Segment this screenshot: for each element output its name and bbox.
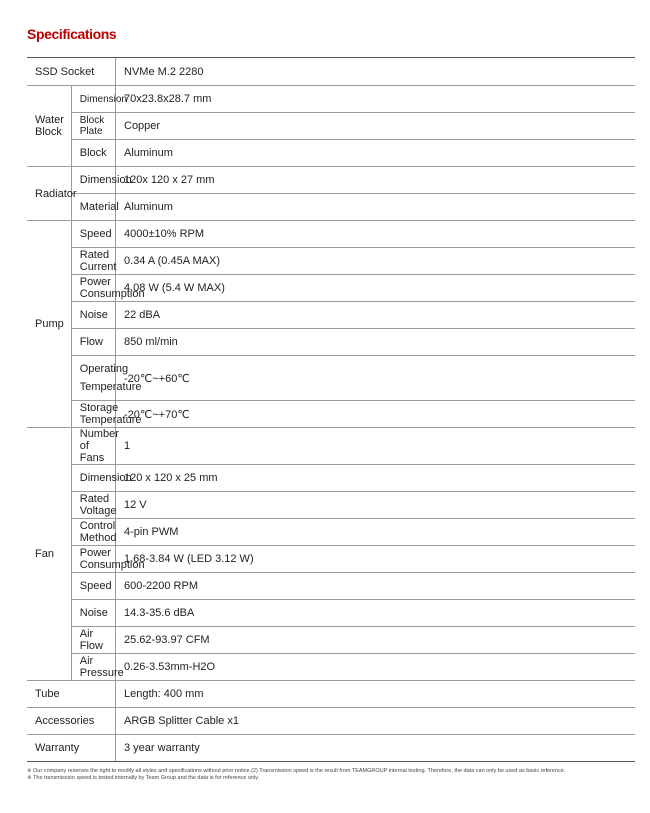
table-row [27, 573, 635, 600]
value-pump-noise: 22 dBA [116, 302, 636, 329]
value-water-block-dimension: 70x23.8x28.7 mm [116, 86, 636, 113]
table-row [27, 329, 635, 356]
table-row [27, 58, 635, 86]
value-number-of-fans: 1 [116, 428, 636, 465]
table-row [27, 492, 635, 519]
label-rated-current: Rated Current [71, 248, 115, 275]
label-fan-noise: Noise [71, 600, 115, 627]
table-row [27, 302, 635, 329]
value-block: Aluminum [116, 140, 636, 167]
label-operating-temperature-line1: Operating [79, 363, 129, 375]
table-row [27, 428, 635, 465]
value-radiator-dimension: 120x 120 x 27 mm [116, 167, 636, 194]
label-block-plate: Block Plate [71, 113, 115, 140]
value-pump-speed: 4000±10% RPM [116, 221, 636, 248]
value-accessories: ARGB Splitter Cable x1 [116, 708, 636, 735]
value-operating-temperature: -20℃~+60℃ [116, 356, 636, 401]
label-pump-speed: Speed [71, 221, 115, 248]
table-row [27, 221, 635, 248]
table-row [27, 86, 635, 113]
value-pump-power-consumption: 4.08 W (5.4 W MAX) [116, 275, 636, 302]
group-label-fan: Fan [27, 428, 71, 681]
footnote: ※ The transmission speed is tested internally by Team Group and the data is for reference only. [27, 775, 260, 781]
table-row [27, 681, 635, 708]
value-storage-temperature: -20℃~+70℃ [116, 401, 636, 428]
value-fan-power-consumption: 1.68-3.84 W (LED 3.12 W) [116, 546, 636, 573]
row-label-warranty: Warranty [27, 735, 116, 762]
label-operating-temperature-line2: Temperature [79, 381, 142, 393]
value-fan-noise: 14.3-35.6 dBA [116, 600, 636, 627]
label-air-pressure: Air Pressure [71, 654, 115, 681]
table-row [27, 465, 635, 492]
footnote: ※ Our company reserves the right to modify all styles and specifications without prior notice.(2) Transmission speed is the result from TEAMGROUP internal testing. Therefore, the data can only be used as basic reference. [27, 768, 566, 774]
specifications-table [27, 57, 635, 762]
value-air-flow: 25.62-93.97 CFM [116, 627, 636, 654]
value-control-method: 4-pin PWM [116, 519, 636, 546]
label-control-method: Control Method [71, 519, 115, 546]
value-fan-speed: 600-2200 RPM [116, 573, 636, 600]
row-label-ssd-socket: SSD Socket [27, 58, 116, 86]
value-tube: Length: 400 mm [116, 681, 636, 708]
table-row [27, 600, 635, 627]
table-row [27, 519, 635, 546]
table-row [27, 113, 635, 140]
label-flow: Flow [71, 329, 115, 356]
table-row [27, 140, 635, 167]
label-fan-speed: Speed [71, 573, 115, 600]
label-rated-voltage: Rated Voltage [71, 492, 115, 519]
value-block-plate: Copper [116, 113, 636, 140]
table-row [27, 167, 635, 194]
value-radiator-material: Aluminum [116, 194, 636, 221]
table-row [27, 627, 635, 654]
label-fan-power-consumption: Power Consumption [71, 546, 115, 573]
label-air-flow: Air Flow [71, 627, 115, 654]
value-warranty: 3 year warranty [116, 735, 636, 762]
group-label-water-block: Water Block [27, 86, 71, 167]
label-operating-temperature [71, 356, 142, 401]
label-storage-temperature: Storage Temperature [71, 401, 115, 428]
label-radiator-dimension: Dimension [71, 167, 115, 194]
label-fan-dimension: Dimension [71, 465, 115, 492]
table-row [27, 248, 635, 275]
table-row [27, 401, 635, 428]
value-ssd-socket: NVMe M.2 2280 [116, 58, 636, 86]
page-title: Specifications [27, 26, 117, 42]
footnotes [27, 768, 627, 782]
label-water-block-dimension: Dimension [71, 86, 115, 113]
table-row [27, 708, 635, 735]
group-label-radiator: Radiator [27, 167, 71, 221]
label-radiator-material: Material [71, 194, 115, 221]
value-rated-current: 0.34 A (0.45A MAX) [116, 248, 636, 275]
table-row [27, 654, 635, 681]
group-label-pump: Pump [27, 221, 71, 428]
label-number-of-fans: Number of Fans [71, 428, 115, 465]
value-air-pressure: 0.26-3.53mm-H2O [116, 654, 636, 681]
table-row [27, 356, 635, 401]
label-block: Block [71, 140, 115, 167]
label-pump-noise: Noise [71, 302, 115, 329]
row-label-tube: Tube [27, 681, 116, 708]
table-row [27, 194, 635, 221]
table-row [27, 735, 635, 762]
value-fan-dimension: 120 x 120 x 25 mm [116, 465, 636, 492]
row-label-accessories: Accessories [27, 708, 116, 735]
label-pump-power-consumption: Power Consumption [71, 275, 115, 302]
value-rated-voltage: 12 V [116, 492, 636, 519]
value-flow: 850 ml/min [116, 329, 636, 356]
table-row [27, 275, 635, 302]
table-row [27, 546, 635, 573]
